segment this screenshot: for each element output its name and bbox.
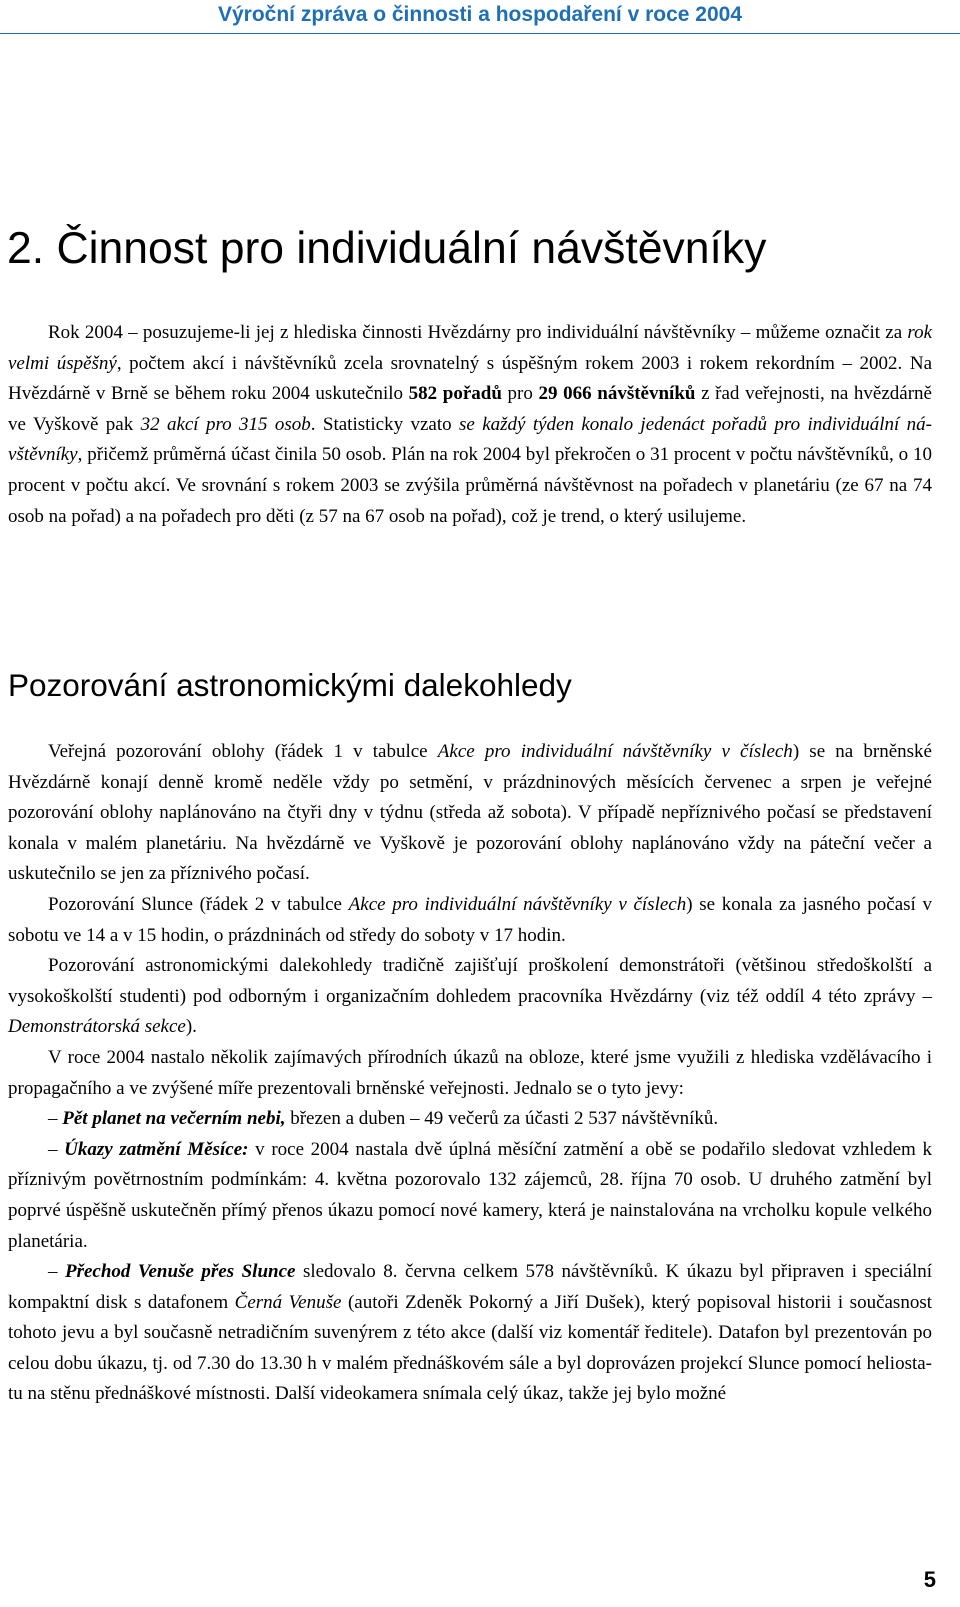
text-run: V roce 2004 nastalo několik zajímavých přírodních úkazů na obloze, které jsme využili z hlediska vzdělávacího i propagačního a ve zvýšené míře prezentovali brněnské veřejnosti. Jednalo se o tyto jevy: <box>8 1046 932 1099</box>
text-run: ). <box>185 1016 197 1038</box>
text-run: Rok 2004 – posuzujeme-li jej z hlediska činnosti Hvězdárny pro individuální návštěvníky – můžeme označit za <box>48 322 908 343</box>
text-run: Pozorování astronomickými dalekohledy tradičně zajišťují proškolení demonstrátoři (většinou středoškolští a vysokoškolští studenti) pod odborným i organizačním dohledem pracovníka Hvězdárny (viz též oddíl 4 této zprávy – <box>8 955 932 1007</box>
text-run: Veřejná pozorování oblohy (řádek 1 v tabulce <box>48 741 438 762</box>
item-title: Úkazy zatmění Měsíce: <box>64 1138 249 1160</box>
text-run: , počtem akcí i návštěvníků zcela srovnatelný s úspěšným rokem 2003 i rokem rekordním – 2002. Na Hvězdárně v Brně se během roku 2004 uskutečnilo <box>8 352 932 405</box>
section-reference: Demonstrátorská sekce <box>8 1016 186 1038</box>
page-number: 5 <box>923 1567 936 1592</box>
text-run: březen a duben – 49 večerů za účasti 2 537 návštěvníků. <box>285 1108 719 1130</box>
emphasis: 32 akcí pro 315 osob <box>140 413 311 435</box>
list-item <box>8 1104 932 1135</box>
text-run: ) se konala za jasného počasí v sobotu ve 14 a v 15 hodin, o prázdninách od středy do soboty v 17 hodin. <box>8 893 932 946</box>
text-run: (autoři Zdeněk Pokorný a Jiří Dušek), který popisoval historii i současnost tohoto jevu a byl současně netradičním suvenýrem z této akce (další viz komentář ředitele). Datafon byl prezentován po celou dobu úkazu, tj. od 7.30 do 13.30 h v malém přednáškovém sále a byl doprovázen projekcí Slunce pomocí heliostatu na stěnu přednáškové místnosti. Další videokamera snímala celý úkaz, takže jej bylo možné <box>8 1291 933 1405</box>
text-run: Pozorování Slunce (řádek 2 v tabulce <box>48 893 349 915</box>
strong: 29 066 návštěvníků <box>538 383 696 405</box>
emphasis: Černá Venuše <box>234 1291 342 1313</box>
emphasis: se každý týden konalo jedenáct pořadů pro individuální návštěvníky <box>8 413 932 466</box>
paragraph-demonstrators <box>8 951 932 1043</box>
intro-paragraph <box>8 318 932 532</box>
paragraph-public-observation <box>8 737 932 890</box>
paragraph-sun-observation <box>8 890 932 951</box>
subsection-heading: Pozorování astronomickými dalekohledy <box>8 667 572 703</box>
list-item <box>8 1257 932 1410</box>
table-reference: Akce pro individuální návštěvníky v číslech <box>437 741 793 762</box>
text-run: z řad veřejnosti, na hvězdárně ve Vyškově pak <box>8 383 932 435</box>
item-title: Přechod Venuše přes Slunce <box>65 1261 296 1283</box>
text-run: v roce 2004 nastala dvě úplná měsíční zatmění a obě se podařilo sledovat vzhledem k příznivým povětrnostním podmínkám: 4. května pozorovalo 132 zájemců, 28. října 70 osob. U druhého zatmění byl poprvé úspěšně uskutečněn přímý přenos úkazu pomocí nové kamery, která je nainstalována na vrcholku kopule velkého planetária. <box>8 1138 932 1252</box>
section-heading: 2. Činnost pro individuální návštěvníky <box>7 224 767 273</box>
running-header: Výroční zpráva o činnosti a hospodaření v roce 2004 <box>217 3 742 26</box>
list-item <box>8 1135 932 1257</box>
list-dash: – <box>48 1261 65 1283</box>
item-title: Pět planet na večerním nebi, <box>62 1108 286 1130</box>
section-intro <box>8 318 932 532</box>
text-run: ) se na brněnské Hvězdárně konají denně kromě neděle vždy po setmění, v prázdninových měsících červenec a srpen je veřejné pozorování oblohy naplánováno na čtyři dny v týdnu (středa až sobota). V případě nepříznivého počasí se představení konala v malém planetáriu. Na hvězdárně ve Vyškově je pozorování oblohy naplánováno vždy na páteční večer a uskutečnilo se jen za příznivého počasí. <box>8 741 932 885</box>
text-run: . Statisticky vzato <box>310 413 460 435</box>
subsection-body <box>8 737 932 1410</box>
text-run: pro <box>501 383 539 405</box>
strong: 582 pořadů <box>408 383 502 405</box>
list-dash: – <box>48 1108 63 1130</box>
emphasis: rok velmi úspěšný <box>8 322 932 374</box>
table-reference: Akce pro individuální návštěvníky v číslech <box>348 893 687 915</box>
list-dash: – <box>48 1138 65 1160</box>
text-run: , přičemž průměrná účast činila 50 osob. Plán na rok 2004 byl překročen o 31 procent v počtu návštěvníků, o 10 procent v počtu akcí. Ve srovnání s rokem 2003 se zvýšila průměrná návštěvnost na pořadech v planetáriu (ze 67 na 74 osob na pořad) a na pořadech pro děti (z 57 na 67 osob na pořad), což je trend, o který usilujeme. <box>8 444 932 527</box>
paragraph-phenomena <box>8 1043 932 1104</box>
header-rule <box>0 33 960 34</box>
text-run: sledovalo 8. června celkem 578 návštěvníků. K úkazu byl připraven i speciální kompaktní disk s datafonem <box>8 1261 932 1313</box>
